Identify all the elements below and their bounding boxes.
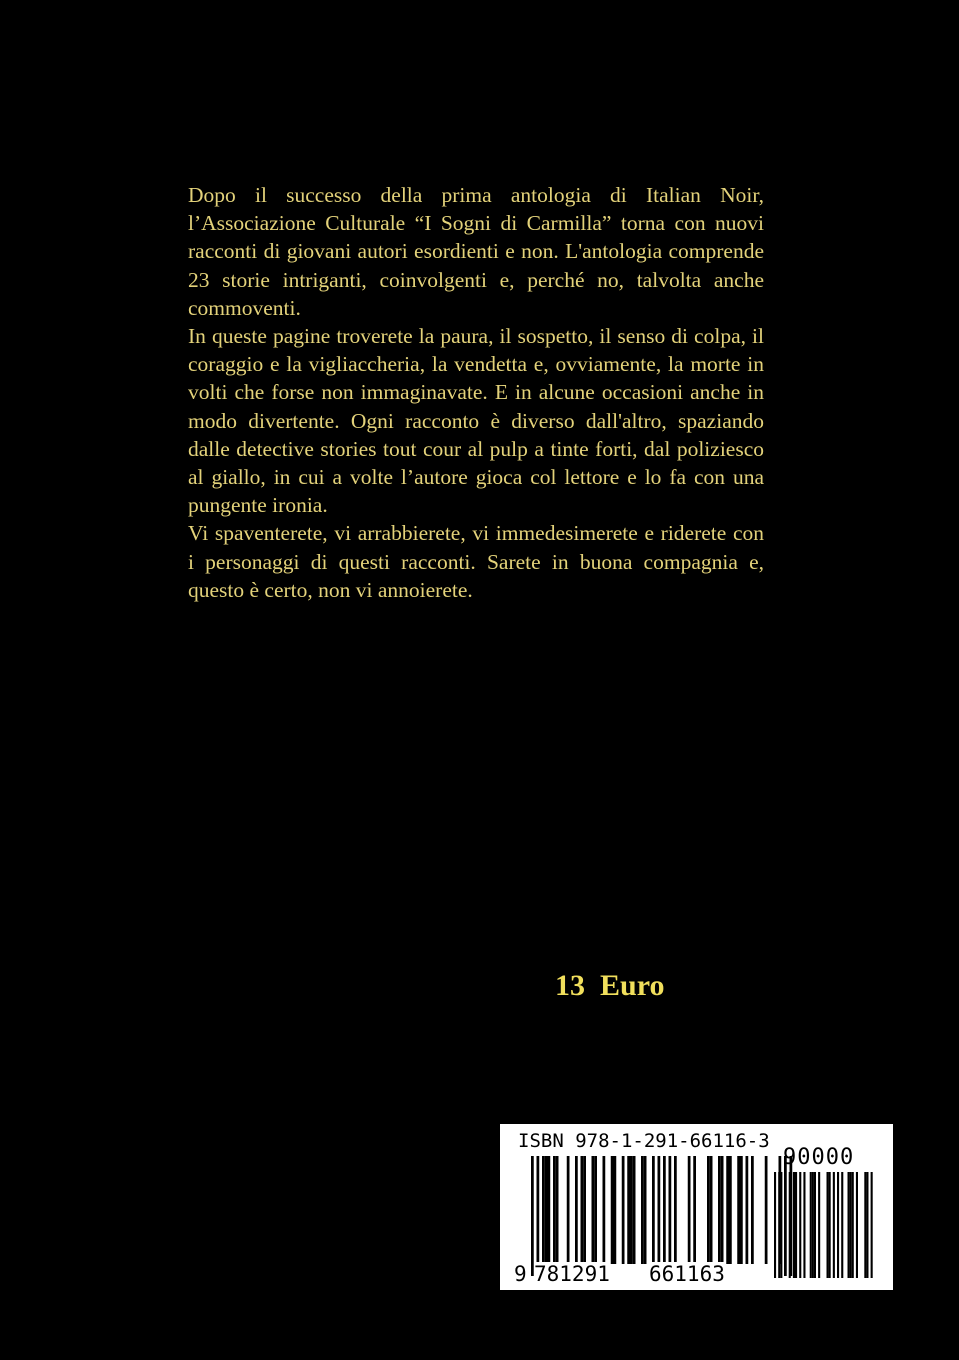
barcode-bar: [567, 1156, 570, 1264]
addon-bar: [774, 1172, 776, 1278]
addon-bar: [778, 1172, 780, 1278]
barcode-first-digit: 9: [514, 1262, 527, 1286]
barcode-bar: [784, 1156, 787, 1276]
barcode-bar: [548, 1156, 551, 1264]
addon-bar: [871, 1172, 873, 1278]
addon-bar: [848, 1172, 850, 1278]
barcode-bar: [575, 1156, 578, 1264]
barcode-right-digits: 661163: [649, 1262, 725, 1286]
addon-bar: [837, 1172, 839, 1278]
barcode-bar: [627, 1156, 630, 1264]
addon-bar: [866, 1172, 868, 1278]
barcode-bar: [693, 1156, 696, 1264]
isbn-number: ISBN 978-1-291-66116-3: [518, 1130, 770, 1152]
barcode-bar: [611, 1156, 614, 1264]
barcode-bar: [751, 1156, 754, 1264]
barcode-bar: [556, 1156, 559, 1264]
addon-bar: [850, 1172, 852, 1278]
barcode-bar: [537, 1156, 540, 1276]
barcode-bar: [658, 1156, 661, 1276]
barcode-bar: [531, 1156, 534, 1276]
barcode-bar: [765, 1156, 768, 1264]
barcode-bar: [553, 1156, 556, 1264]
barcode-bar: [583, 1156, 586, 1264]
isbn-barcode: [500, 1124, 893, 1290]
addon-bar: [803, 1172, 805, 1278]
addon-bar: [799, 1172, 801, 1278]
barcode-bar: [622, 1156, 625, 1264]
barcode-bar: [641, 1156, 644, 1264]
barcode-bar: [652, 1156, 655, 1264]
barcode-left-digits: 781291: [534, 1262, 610, 1286]
addon-bar: [829, 1172, 831, 1278]
barcode-bar: [542, 1156, 545, 1264]
addon-bar: [812, 1172, 814, 1278]
addon-bar: [833, 1172, 835, 1278]
barcode-bar: [644, 1156, 647, 1264]
addon-bar: [852, 1172, 854, 1278]
addon-bar: [810, 1172, 812, 1278]
barcode-bar: [688, 1156, 691, 1264]
barcode-bar: [674, 1156, 677, 1264]
addon-bar: [841, 1172, 843, 1278]
addon-bar: [793, 1172, 795, 1278]
barcode-bar: [740, 1156, 743, 1264]
barcode-bar: [729, 1156, 732, 1264]
addon-bar: [795, 1172, 797, 1278]
blurb-paragraph-2: In queste pagine troverete la paura, il sospetto, il senso di colpa, il coraggio e la vigliaccheria, la vendetta e, ovviamente, la morte in volti che forse non immaginavate. E in alcune occasioni anche in modo divertente. Ogni racconto è diverso dall'altro, spaziando dalle detective stories tout cour al pulp a tinte forti, dal poliziesco al giallo, in cui a volte l’autore gioca col lettore e lo fa con una pungente ironia.: [188, 324, 764, 518]
barcode-bar: [663, 1156, 666, 1276]
book-blurb: [188, 181, 764, 604]
barcode-bar: [721, 1156, 724, 1264]
addon-bar: [864, 1172, 866, 1278]
price-label: 13 Euro: [555, 969, 665, 1002]
blurb-paragraph-1: Dopo il successo della prima antologia di Italian Noir, l’Associazione Culturale “I Sogni di Carmilla” torna con nuovi racconti di giovani autori esordienti e non. L'antologia comprende 23 storie intriganti, coinvolgenti e, perché no, talvolta anche commoventi.: [188, 183, 764, 320]
barcode-bar: [594, 1156, 597, 1264]
addon-bar: [789, 1172, 791, 1278]
barcode-bar: [726, 1156, 729, 1264]
barcode-bar: [630, 1156, 633, 1264]
blurb-paragraph-3: Vi spaventerete, vi arrabbierete, vi immedesimerete e riderete con i personaggi di questi racconti. Sarete in buona compagnia e, questo è certo, non vi annoierete.: [188, 521, 764, 602]
barcode-bar: [633, 1156, 636, 1264]
barcode-bar: [603, 1156, 606, 1264]
addon-bar: [818, 1172, 820, 1278]
addon-bar: [856, 1172, 858, 1278]
barcode-bar: [746, 1156, 749, 1264]
barcode-addon-digits: 90000: [783, 1145, 855, 1170]
barcode-bar: [614, 1156, 617, 1264]
barcode-bar: [707, 1156, 710, 1264]
addon-bar: [814, 1172, 816, 1278]
barcode-bar: [592, 1156, 595, 1264]
addon-bar: [780, 1172, 782, 1278]
barcode-bar: [718, 1156, 721, 1264]
barcode-bar: [581, 1156, 584, 1264]
barcode-bar: [737, 1156, 740, 1264]
barcode-bar: [710, 1156, 713, 1264]
barcode-bar: [669, 1156, 672, 1264]
addon-bar: [827, 1172, 829, 1278]
barcode-bar: [545, 1156, 548, 1264]
